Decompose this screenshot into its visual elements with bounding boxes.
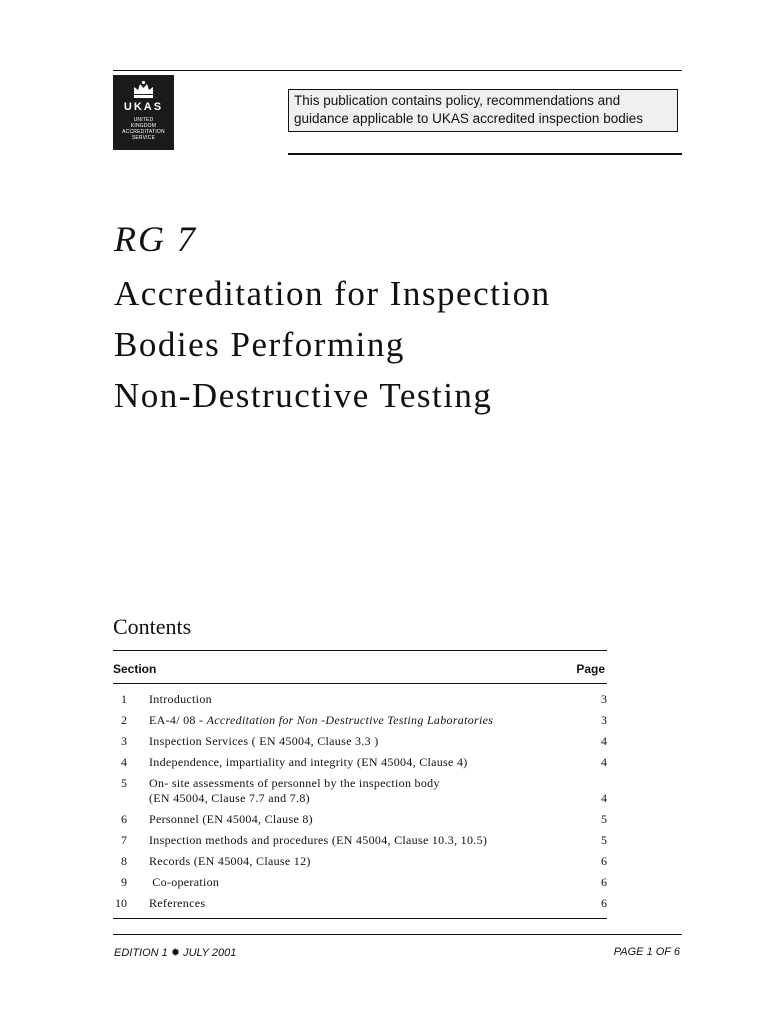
logo-subtitle: UNITED KINGDOM ACCREDITATION SERVICE [122, 117, 165, 141]
item-number: 8 [121, 854, 127, 868]
title-line-1: Accreditation for Inspection [114, 274, 551, 313]
contents-item-6 [113, 809, 607, 830]
item-page: 5 [601, 812, 607, 826]
crown-icon [132, 80, 155, 100]
top-rule [113, 70, 682, 71]
notice-line-2: guidance applicable to UKAS accredited inspection bodies [294, 111, 643, 126]
contents-item-1 [113, 689, 607, 710]
item-title: Inspection methods and procedures (EN 45004, Clause 10.3, 10.5) [149, 833, 488, 847]
item-number: 1 [121, 692, 127, 706]
contents-item-8 [113, 851, 607, 872]
column-page: Page [576, 662, 605, 676]
publication-notice [288, 89, 678, 132]
contents-rows [113, 684, 607, 919]
item-page: 4 [601, 791, 607, 805]
item-number: 6 [121, 812, 127, 826]
contents-item-7 [113, 830, 607, 851]
item-title: Independence, impartiality and integrity (EN 45004, Clause 4) [149, 755, 468, 769]
item-title: Inspection Services ( EN 45004, Clause 3.3 ) [149, 734, 379, 748]
item-title: Personnel (EN 45004, Clause 8) [149, 812, 313, 826]
item-page: 4 [601, 734, 607, 748]
column-section: Section [113, 662, 157, 676]
item-title-line-2: (EN 45004, Clause 7.7 and 7.8) [149, 791, 310, 805]
item-number: 2 [121, 713, 127, 727]
item-number: 7 [121, 833, 127, 847]
item-page: 4 [601, 755, 607, 769]
item-page: 3 [601, 692, 607, 706]
item-title: Introduction [149, 692, 212, 706]
item-page: 5 [601, 833, 607, 847]
item-number: 10 [115, 896, 127, 910]
contents-item-3 [113, 731, 607, 752]
contents-item-9 [113, 872, 607, 893]
contents-item-5 [113, 773, 607, 809]
contents-table-header [113, 650, 607, 684]
page-number: PAGE 1 OF 6 [613, 946, 680, 958]
contents-table [113, 650, 607, 919]
title-line-2: Bodies Performing [114, 325, 405, 364]
edition-label: EDITION 1 ✹ JULY 2001 [114, 947, 237, 959]
contents-item-2 [113, 710, 607, 731]
document-code: RG 7 [114, 219, 197, 259]
item-title: Co-operation [149, 875, 220, 889]
document-title [114, 268, 551, 421]
item-title: On- site assessments of personnel by the inspection body [149, 776, 440, 790]
header-bottom-rule [288, 153, 682, 155]
item-title: Records (EN 45004, Clause 12) [149, 854, 311, 868]
item-page: 6 [601, 875, 607, 889]
contents-item-10 [113, 893, 607, 914]
item-title-italic: Accreditation for Non -Destructive Testing Laboratories [206, 713, 494, 727]
notice-line-1: This publication contains policy, recommendations and [294, 93, 621, 108]
contents-heading: Contents [113, 614, 192, 639]
title-line-3: Non-Destructive Testing [114, 376, 493, 415]
footer-rule [113, 934, 682, 935]
item-number: 3 [121, 734, 127, 748]
item-page: 6 [601, 896, 607, 910]
contents-item-4 [113, 752, 607, 773]
logo-name: UKAS [123, 101, 164, 113]
item-title: References [149, 896, 206, 910]
ukas-logo [113, 75, 174, 150]
item-number: 4 [121, 755, 127, 769]
item-number: 5 [121, 776, 127, 790]
item-title: EA-4/ 08 - [149, 713, 207, 727]
item-page: 6 [601, 854, 607, 868]
item-number: 9 [121, 875, 127, 889]
item-page: 3 [601, 713, 607, 727]
